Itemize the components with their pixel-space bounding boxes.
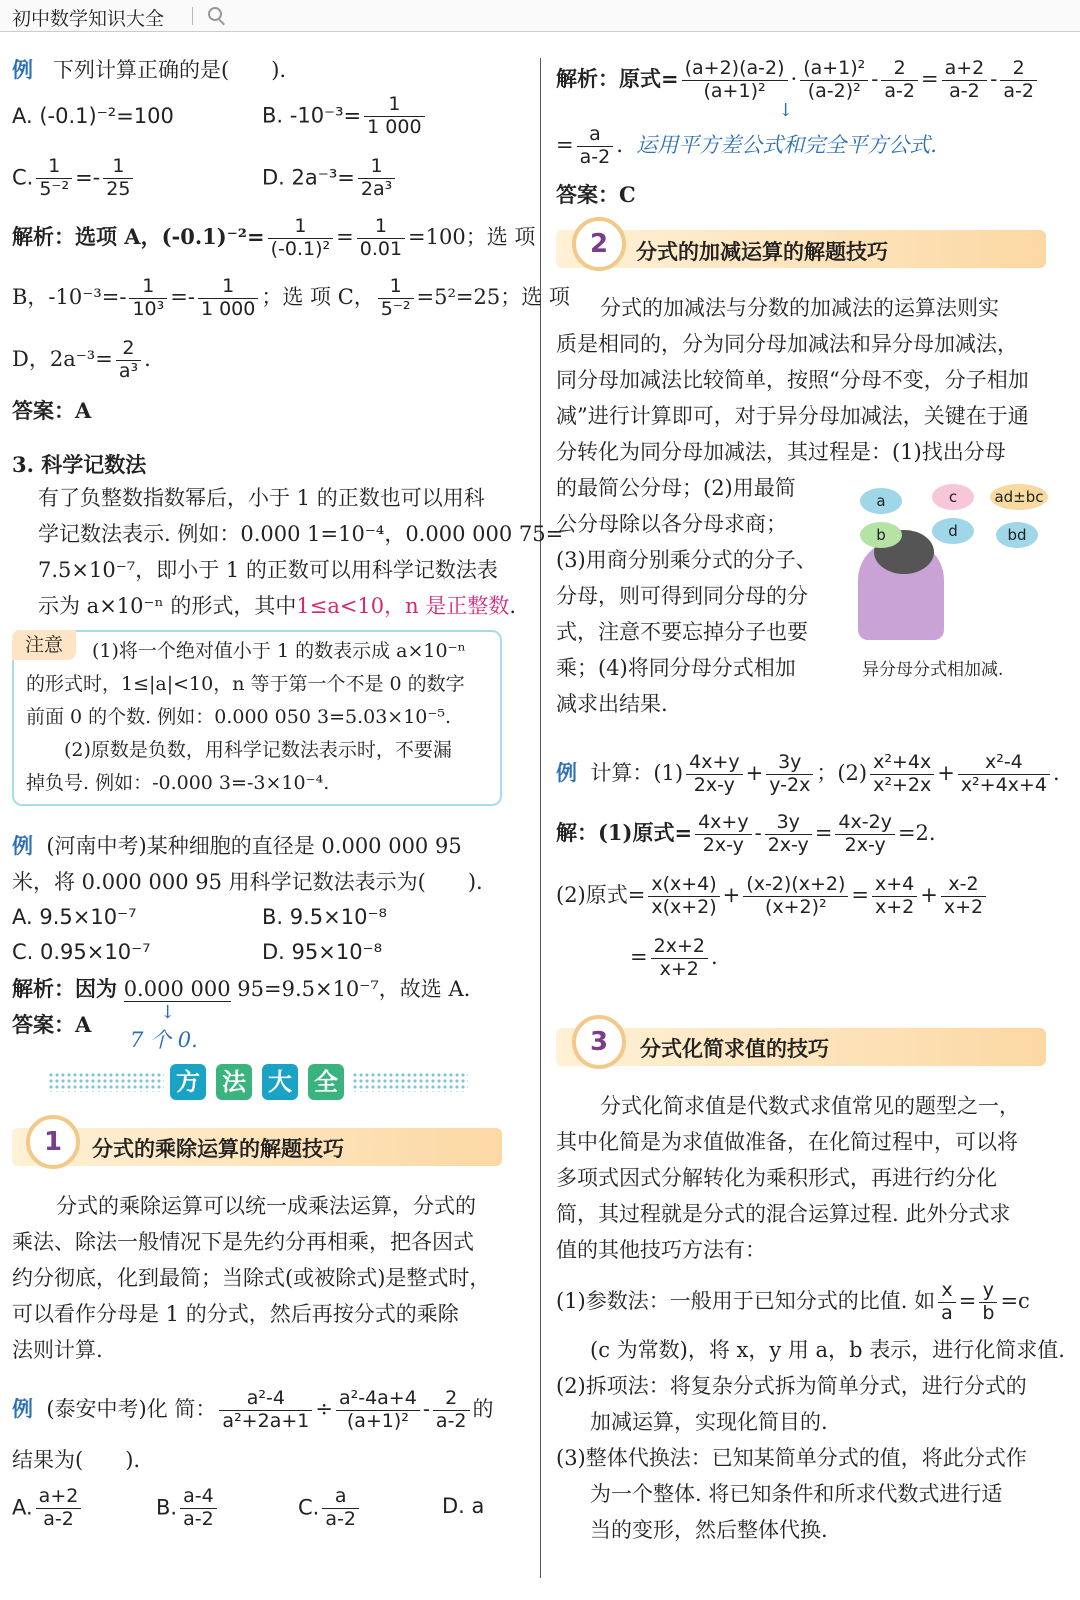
sci-paragraph-line-1: 有了负整数指数幂后，小于 1 的正数也可以用科 [38, 486, 485, 510]
method-3-line-3: 当的变形，然后整体代换. [590, 1518, 828, 1542]
banner-char-3: 大 [262, 1064, 298, 1100]
method-1-line-1: (1)参数法：一般用于已知分式的比值. 如 $\frac{x}{a}$ = $\frac{y}{b}$ =c [556, 1279, 1030, 1324]
example-2-answer: 答案：A [12, 1012, 92, 1037]
fraction-addition-illustration [838, 470, 1050, 680]
example-1-solution-line-1: 解析：选项 A，(-0.1)⁻²= $\frac{1}{\text{(-0.1)²}}$ = $\frac{1}{0.01}$ =100；选 项 [12, 215, 536, 260]
search-icon[interactable] [208, 7, 222, 21]
example-tag: 例 [12, 58, 33, 82]
highlight-condition: 1≤a<10，n 是正整数 [296, 594, 510, 618]
example-3-solution-line-1: 解析：原式= $\frac{(a+2)(a-2)}{\text{(a+1)²}}$ · $\frac{\text{(a+1)²}}{\text{(a-2)²}}$ - $\frac{2}{a-2}$ = $\frac{a+2}{a-2}$ - $\frac{2}{a-2}$ [556, 58, 1040, 103]
bubble-d: d [932, 518, 974, 544]
bubble-a: a [860, 488, 902, 514]
bubble-c: c [932, 484, 974, 510]
illustration-caption: 异分母分式相加减. [862, 660, 1004, 680]
example-1-solution-line-2: B，-10⁻³=- $\frac{1}{\text{10³}}$ =- $\frac{1}{1 000}$ ；选 项 C， $\frac{1}{\text{5⁻²}}$ =5²=25；选 项 [12, 275, 570, 320]
example-1-solution-line-3: D，2a⁻³= $\frac{2}{\text{a³}}$ . [12, 337, 151, 382]
example-2-solution: 解析：因为 0.000 000 95=9.5×10⁻⁷，故选 A. [12, 976, 471, 1001]
section-2-paragraph: 分式的加减法与分数的加减法的运算法则实 质是相同的，分为同分母加减法和异分母加减法， 同分母加减法比较简单，按照“分母不变，分子相加 减”进行计算即可，对于异分母加减法，关键在于通 分转化为同分母加减法，其过程是：(1)找出分母 的最简公分母；(2)用最简 公分母除以各分母求商； (3)用商分别乘分式的分子、 分母，则可得到同分母的分 式，注意不要忘掉分子也要 乘；(4)将同分母分式相加 减求出结果. [556, 296, 1029, 716]
section-3-paragraph: 分式化简求值是代数式求值常见的题型之一， 其中化简是为求值做准备，在化简过程中，可以将 多项式因式分解转化为乘积形式，再进行约分化 简，其过程就是分式的混合运算过程. 此外分式求 值的其他技巧方法有： [556, 1094, 1020, 1262]
example-3-option-c: C. $\frac{a}{a-2}$ [298, 1486, 362, 1531]
example-2-option-b: B. 9.5×10⁻⁸ [262, 905, 387, 929]
method-3-line-1: (3)整体代换法：已知某简单分式的值，将此分式作 [556, 1446, 1027, 1470]
example-3-option-b: B. $\frac{a-4}{a-2}$ [156, 1486, 220, 1531]
down-arrow-icon: ↓ [778, 100, 794, 121]
example-4-solution-2: (2)原式= $\frac{x(x+4)}{x(x+2)}$ + $\frac{(x-2)(x+2)}{\text{(x+2)²}}$ = $\frac{x+4}{x+2}$ + $\frac{x-2}{x+2}$ [556, 874, 989, 919]
example-2-question-line-2: 米，将 0.000 000 95 用科学记数法表示为( ). [12, 870, 483, 894]
handwritten-note-formula: 运用平方差公式和完全平方公式. [636, 132, 937, 157]
method-3-line-2: 为一个整体. 将已知条件和所求代数式进行适 [590, 1482, 1003, 1506]
example-3-solution-line-2: = $\frac{a}{a-2}$ . 运用平方差公式和完全平方公式. [556, 123, 937, 168]
example-3-option-a: A. $\frac{a+2}{a-2}$ [12, 1486, 84, 1531]
note-tag: 注意 [12, 630, 76, 660]
example-4-question: 例 计算：(1) $\frac{4x+y}{2x-y}$ + $\frac{3y}{y-2x}$ ；(2) $\frac{\text{x²+4x}}{\text{x²+2x}}$ + $\frac{\text{x²-4}}{\text{x²+4x+4}}$ . [556, 751, 1060, 796]
option-b: B. -10⁻³= $\frac{1}{1 000}$ [262, 94, 428, 139]
section-2-number: 2 [572, 217, 626, 271]
example-3-question-line-2: 结果为( ). [12, 1448, 141, 1472]
example-4-solution-3: = $\frac{2x+2}{x+2}$ . [630, 935, 718, 980]
option-c: C. $\frac{1}{\text{5⁻²}}$ =- $\frac{1}{25}$ [12, 156, 136, 201]
method-2-line-1: (2)拆项法：将复杂分式拆为简单分式，进行分式的 [556, 1374, 1027, 1398]
note-line-1: (1)将一个绝对值小于 1 的数表示成 a×10⁻ⁿ [92, 640, 466, 662]
example-2-option-a: A. 9.5×10⁻⁷ [12, 905, 137, 929]
note-line-5: 掉负号. 例如：-0.000 3=-3×10⁻⁴. [26, 772, 330, 794]
example-4-solution-1: 解：(1)原式= $\frac{4x+y}{2x-y}$ - $\frac{3y}{2x-y}$ = $\frac{4x-2y}{2x-y}$ =2. [556, 811, 936, 856]
section-3-number: 3 [572, 1015, 626, 1069]
section-2-title: 分式的加减运算的解题技巧 [636, 240, 888, 264]
handwritten-note-zeros: 7 个 0. [130, 1028, 198, 1052]
sci-paragraph-line-2: 学记数法表示. 例如：0.000 1=10⁻⁴，0.000 000 75= [38, 522, 564, 546]
sci-paragraph-line-4: 示为 a×10⁻ⁿ 的形式，其中1≤a<10，n 是正整数. [38, 594, 517, 618]
example-3-question: 例 (泰安中考)化 简： $\frac{\text{a²-4}}{\text{a²+2a+1}}$ ÷ $\frac{\text{a²-4a+4}}{\text{(a+1)²}}$ - $\frac{2}{a-2}$ 的 [12, 1387, 494, 1432]
sci-paragraph-line-3: 7.5×10⁻⁷，即小于 1 的正数可以用科学记数法表 [38, 558, 498, 582]
banner-char-2: 法 [216, 1064, 252, 1100]
example-1-question: 例 下列计算正确的是( ). [12, 58, 287, 82]
section-3-title: 分式化简求值的技巧 [640, 1037, 829, 1061]
method-2-line-2: 加减运算，实现化简目的. [590, 1410, 828, 1434]
example-2-question-line-1: 例 (河南中考)某种细胞的直径是 0.000 000 95 [12, 834, 462, 858]
method-1-line-2: (c 为常数)，将 x，y 用 a，b 表示，进行化简求值. [590, 1338, 1065, 1362]
example-1-answer: 答案：A [12, 398, 92, 423]
app-title: 初中数学知识大全 [12, 8, 165, 30]
banner-dots-right [352, 1072, 468, 1092]
option-a: A. (-0.1)⁻²=100 [12, 104, 174, 128]
section-heading-scientific-notation: 3. 科学记数法 [12, 452, 147, 477]
example-2-option-c: C. 0.95×10⁻⁷ [12, 940, 151, 964]
note-line-2: 的形式时，1≤|a|<10，n 等于第一个不是 0 的数字 [26, 673, 465, 695]
section-1-paragraph: 分式的乘除运算可以统一成乘法运算，分式的 乘法、除法一般情况下是先约分再相乘，把各因式 约分彻底，化到最简；当除式(或被除式)是整式时， 可以看作分母是 1 的分式，然后再按分式的乘除 法则计算. [12, 1194, 491, 1362]
bubble-numerator: ad±bc [990, 484, 1048, 510]
banner-char-1: 方 [170, 1064, 206, 1100]
title-divider [192, 7, 193, 25]
section-1-title: 分式的乘除运算的解题技巧 [92, 1137, 344, 1161]
banner-dots-left [48, 1072, 164, 1092]
bubble-denominator: bd [996, 522, 1038, 548]
example-3-option-d: D. a [442, 1494, 485, 1518]
top-bar [0, 0, 1080, 32]
banner-char-4: 全 [308, 1064, 344, 1100]
bubble-b: b [860, 522, 902, 548]
note-line-3: 前面 0 的个数. 例如：0.000 050 3=5.03×10⁻⁵. [26, 706, 452, 728]
down-arrow-icon: ↓ [160, 1002, 176, 1023]
option-d: D. 2a⁻³= $\frac{1}{\text{2a³}}$ [262, 156, 398, 201]
note-line-4: (2)原数是负数，用科学记数法表示时，不要漏 [64, 739, 452, 761]
example-2-option-d: D. 95×10⁻⁸ [262, 940, 383, 964]
section-1-number: 1 [26, 1115, 80, 1169]
underlined-zeros: 0.000 000 [123, 977, 231, 1001]
example-3-answer: 答案：C [556, 182, 636, 207]
